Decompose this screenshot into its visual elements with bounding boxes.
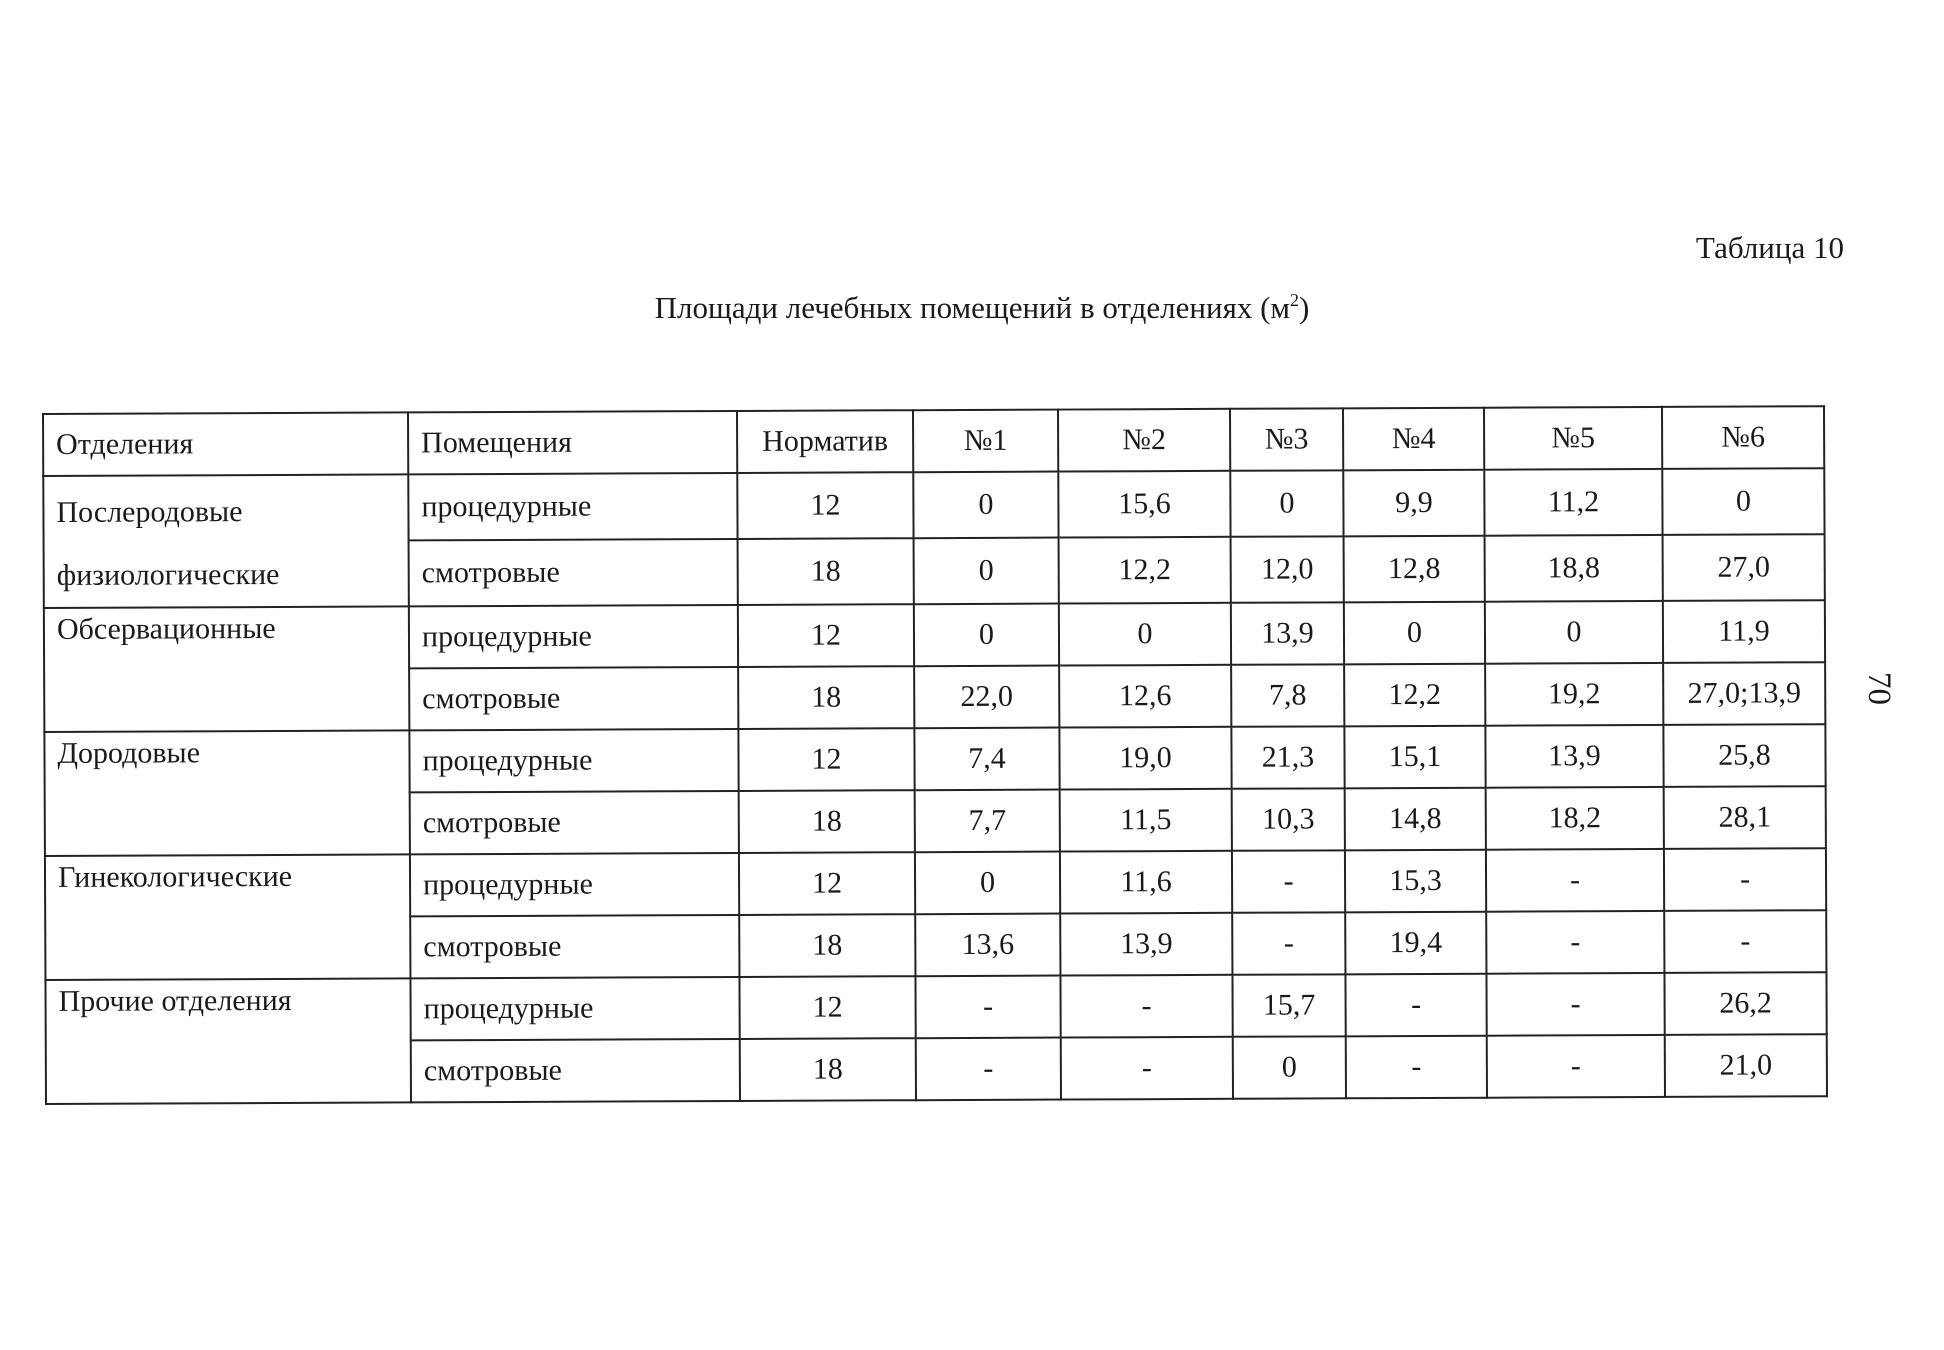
norm-value: 12 <box>739 852 915 915</box>
room-name: смотровые <box>411 1039 740 1102</box>
value-no3: - <box>1232 850 1345 912</box>
room-name: смотровые <box>409 667 738 730</box>
room-name: процедурные <box>409 729 738 792</box>
norm-value: 12 <box>738 604 914 667</box>
table-title-text: Площади лечебных помещений в отделениях (м <box>654 290 1291 325</box>
room-name: смотровые <box>410 791 739 854</box>
value-no6: 26,2 <box>1664 972 1826 1035</box>
table-number-label: Таблица 10 <box>1695 230 1844 265</box>
value-no4: 15,3 <box>1345 850 1486 913</box>
value-no5: 0 <box>1485 601 1663 664</box>
table-row <box>45 848 1826 918</box>
value-no5: 19,2 <box>1485 663 1663 726</box>
value-no2: 12,6 <box>1059 665 1231 728</box>
value-no4: 12,8 <box>1344 536 1485 603</box>
value-no4: 19,4 <box>1345 912 1486 975</box>
norm-value: 18 <box>738 666 914 729</box>
norm-value: 18 <box>738 538 914 605</box>
value-no3: 10,3 <box>1232 788 1345 850</box>
header-no4: №4 <box>1343 408 1484 471</box>
room-name: смотровые <box>410 915 739 978</box>
department-name: Обсервационные <box>44 606 410 732</box>
header-no1: №1 <box>913 410 1058 473</box>
value-no6: - <box>1664 848 1826 911</box>
value-no3: - <box>1232 912 1345 974</box>
value-no3: 12,0 <box>1231 536 1344 602</box>
header-norm: Норматив <box>737 410 913 473</box>
value-no2: 0 <box>1059 603 1231 666</box>
value-no6: 21,0 <box>1665 1034 1827 1097</box>
header-rooms: Помещения <box>408 411 737 474</box>
table-row <box>45 972 1826 1042</box>
table-title <box>0 292 1944 323</box>
value-no1: 0 <box>913 472 1058 539</box>
value-no2: 19,0 <box>1059 727 1231 790</box>
value-no5: 18,8 <box>1485 535 1663 602</box>
value-no6: 27,0 <box>1663 534 1825 601</box>
table-row <box>44 600 1825 670</box>
room-name: процедурные <box>410 977 739 1040</box>
department-name: Гинекологические <box>45 854 411 980</box>
norm-value: 18 <box>739 790 915 853</box>
value-no6: 11,9 <box>1663 600 1825 663</box>
room-name: процедурные <box>410 853 739 916</box>
value-no4: 14,8 <box>1345 788 1486 851</box>
value-no1: 13,6 <box>915 914 1060 977</box>
value-no1: 7,4 <box>914 728 1059 791</box>
value-no1: 7,7 <box>915 790 1060 853</box>
value-no3: 0 <box>1230 470 1343 536</box>
room-name: процедурные <box>409 605 738 668</box>
norm-value: 12 <box>739 976 915 1039</box>
norm-value: 12 <box>738 728 914 791</box>
title-close: ) <box>1299 290 1310 325</box>
department-name: Прочие отделения <box>45 978 411 1104</box>
value-no6: - <box>1664 910 1826 973</box>
room-name: процедурные <box>408 473 737 540</box>
value-no3: 0 <box>1233 1036 1346 1098</box>
department-name <box>43 474 409 608</box>
norm-value: 18 <box>739 914 915 977</box>
header-row <box>43 406 1824 476</box>
area-table <box>42 405 1828 1105</box>
value-no1: 0 <box>914 538 1059 605</box>
value-no2: - <box>1061 1037 1233 1100</box>
value-no1: 0 <box>915 852 1060 915</box>
title-superscript: 2 <box>1290 290 1300 310</box>
page-number: 70 <box>1861 672 1897 705</box>
value-no3: 15,7 <box>1232 974 1345 1036</box>
value-no4: 9,9 <box>1343 470 1484 537</box>
value-no2: 11,5 <box>1060 789 1232 852</box>
value-no1: - <box>915 976 1060 1039</box>
header-no3: №3 <box>1230 408 1343 470</box>
value-no3: 13,9 <box>1231 602 1344 664</box>
value-no2: 11,6 <box>1060 851 1232 914</box>
room-name: смотровые <box>409 539 738 606</box>
department-name-line1: Послеродовые <box>56 495 243 529</box>
value-no5: 18,2 <box>1486 787 1664 850</box>
value-no4: 12,2 <box>1344 664 1485 727</box>
value-no3: 7,8 <box>1231 664 1344 726</box>
value-no5: - <box>1486 911 1664 974</box>
value-no6: 0 <box>1662 468 1824 535</box>
department-name: Дородовые <box>44 730 410 856</box>
value-no5: - <box>1486 973 1664 1036</box>
value-no2: 13,9 <box>1060 913 1232 976</box>
value-no5: 13,9 <box>1485 725 1663 788</box>
value-no2: - <box>1060 975 1232 1038</box>
value-no4: 0 <box>1344 602 1485 665</box>
value-no5: - <box>1487 1035 1665 1098</box>
header-no5: №5 <box>1484 407 1662 470</box>
value-no6: 28,1 <box>1664 786 1826 849</box>
value-no6: 25,8 <box>1663 724 1825 787</box>
norm-value: 18 <box>740 1038 916 1101</box>
header-departments: Отделения <box>43 412 408 476</box>
header-no6: №6 <box>1662 406 1824 469</box>
value-no5: - <box>1486 849 1664 912</box>
value-no4: 15,1 <box>1344 726 1485 789</box>
norm-value: 12 <box>737 472 913 539</box>
value-no5: 11,2 <box>1484 469 1662 536</box>
department-name-line2: физиологические <box>56 557 280 592</box>
value-no3: 21,3 <box>1231 726 1344 788</box>
table-row <box>43 468 1824 542</box>
value-no1: - <box>916 1038 1061 1101</box>
value-no2: 15,6 <box>1058 471 1230 538</box>
value-no4: - <box>1345 974 1486 1037</box>
table-row <box>44 724 1825 794</box>
value-no2: 12,2 <box>1059 537 1231 604</box>
value-no4: - <box>1346 1036 1487 1099</box>
value-no6: 27,0;13,9 <box>1663 662 1825 725</box>
value-no1: 22,0 <box>914 666 1059 729</box>
value-no1: 0 <box>914 604 1059 667</box>
header-no2: №2 <box>1058 409 1230 472</box>
